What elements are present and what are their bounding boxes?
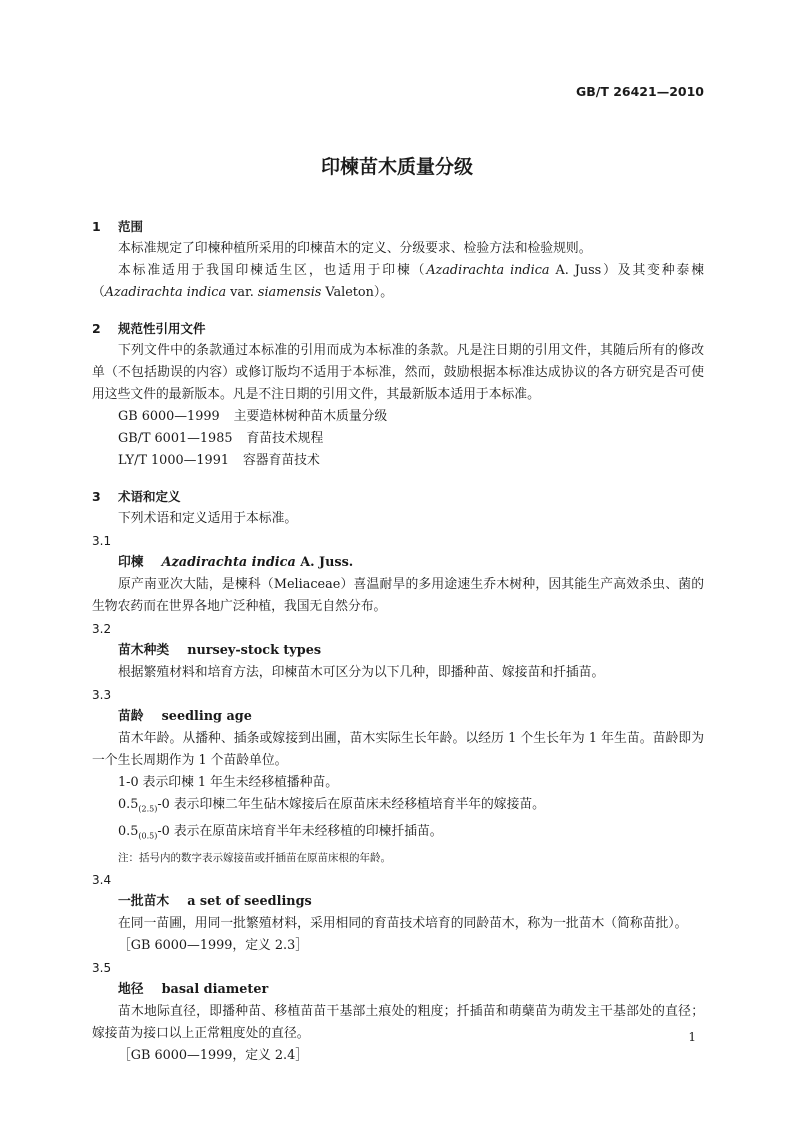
term-entry bbox=[92, 891, 704, 913]
source-reference: ［GB 6000—1999，定义 2.4］ bbox=[118, 1048, 309, 1064]
reference-title: 容器育苗技术 bbox=[242, 453, 320, 468]
standard-code: GB/T 26421—2010 bbox=[575, 84, 704, 99]
example-line bbox=[92, 794, 704, 821]
term-entry bbox=[92, 979, 704, 1001]
reference-code: GB/T 6001—1985 bbox=[118, 431, 233, 446]
term-zh: 地径 bbox=[118, 982, 144, 998]
section-heading-scope bbox=[92, 216, 704, 238]
term-en: nursey-stock types bbox=[187, 643, 322, 658]
subscript: (2.5) bbox=[138, 804, 158, 814]
clause-number: 3.2 bbox=[92, 622, 112, 636]
document-body bbox=[92, 216, 704, 1067]
term-definition: 根据繁殖材料和培育方法，印楝苗木可区分为以下几种，即播种苗、嫁接苗和扦插苗。 bbox=[118, 665, 605, 680]
section-title: 规范性引用文件 bbox=[118, 321, 206, 336]
term-entry bbox=[92, 552, 704, 574]
text-run: 本标准适用于我国印楝适生区，也适用于印楝（ bbox=[118, 263, 427, 278]
text-run: Valeton）。 bbox=[321, 285, 394, 300]
term-en: seedling age bbox=[161, 709, 252, 724]
term-zh: 印楝 bbox=[118, 555, 144, 570]
page-number: 1 bbox=[688, 1030, 696, 1044]
term-definition: 苗木地际直径，即播种苗、移植苗苗干基部土痕处的粗度；扦插苗和萌蘖苗为萌发主干基部处的直径；嫁接苗为接口以上正常粗度处的直径。 bbox=[92, 1004, 704, 1042]
section-title: 术语和定义 bbox=[118, 489, 181, 504]
section-heading-terms bbox=[92, 486, 704, 508]
text-run: var. bbox=[226, 285, 258, 300]
section-heading-normative-references bbox=[92, 318, 704, 340]
clause-number: 3.4 bbox=[92, 873, 112, 888]
section-number: 3 bbox=[92, 489, 101, 504]
reference-code: GB 6000—1999 bbox=[118, 409, 220, 424]
scope-paragraph-1: 本标准规定了印楝种植所采用的印楝苗木的定义、分级要求、检验方法和检验规则。 bbox=[118, 241, 592, 256]
text-run: 0.5 bbox=[118, 823, 139, 839]
term-en: basal diameter bbox=[161, 982, 269, 998]
species-name: Azadirachta indica bbox=[104, 285, 227, 300]
subscript: (0.5) bbox=[138, 831, 158, 841]
term-entry bbox=[92, 706, 704, 728]
term-en-italic: Azadirachta indica bbox=[161, 555, 296, 570]
term-zh: 一批苗木 bbox=[118, 894, 170, 910]
term-zh: 苗木种类 bbox=[118, 643, 170, 658]
reference-title: 育苗技术规程 bbox=[246, 431, 324, 446]
example-line bbox=[92, 821, 704, 848]
species-name: Azadirachta indica bbox=[426, 263, 550, 278]
section-number: 1 bbox=[92, 219, 101, 234]
terms-intro-paragraph: 下列术语和定义适用于本标准。 bbox=[118, 511, 298, 526]
clause-number: 3.5 bbox=[92, 961, 112, 976]
term-entry bbox=[92, 640, 704, 662]
text-run: 0.5 bbox=[118, 797, 139, 812]
reference-item bbox=[92, 406, 704, 428]
text-run: -0 表示在原苗床培育半年未经移植的印楝扦插苗。 bbox=[157, 823, 443, 839]
text-run: -0 表示印楝二年生砧木嫁接后在原苗床未经移植培育半年的嫁接苗。 bbox=[157, 797, 545, 812]
scope-paragraph-2 bbox=[92, 260, 704, 304]
term-definition: 在同一苗圃，用同一批繁殖材料，采用相同的育苗技术培育的同龄苗木，称为一批苗木（简称苗批）。 bbox=[118, 916, 688, 932]
term-definition: 原产南亚次大陆，是楝科（Meliaceae）喜温耐旱的多用途速生乔木树种，因其能生产高效杀虫、菌的生物农药而在世界各地广泛种植，我国无自然分布。 bbox=[92, 577, 704, 614]
references-intro-paragraph: 下列文件中的条款通过本标准的引用而成为本标准的条款。凡是注日期的引用文件，其随后所有的修改单（不包括勘误的内容）或修订版均不适用于本标准，然而，鼓励根据本标准达成协议的各方研究是否可使用这些文件的最新版本。凡是不注日期的引用文件，其最新版本适用于本标准。 bbox=[92, 343, 704, 402]
reference-title: 主要造林树种苗木质量分级 bbox=[233, 409, 388, 424]
term-zh: 苗龄 bbox=[118, 709, 144, 724]
text-run: A. Juss）及其变种泰楝（ bbox=[92, 263, 705, 300]
reference-item bbox=[92, 450, 704, 472]
note: 注：括号内的数字表示嫁接苗或扦插苗在原苗床根的年龄。 bbox=[118, 852, 391, 865]
term-definition: 苗木年龄。从播种、插条或嫁接到出圃，苗木实际生长年龄。以经历 1 个生长年为 1 年生苗。苗龄即为一个生长周期作为 1 个苗龄单位。 bbox=[92, 731, 704, 768]
variety-name: siamensis bbox=[257, 285, 322, 300]
reference-code: LY/T 1000—1991 bbox=[118, 453, 229, 468]
clause-number: 3.3 bbox=[92, 688, 112, 702]
clause-number: 3.1 bbox=[92, 534, 112, 548]
section-number: 2 bbox=[92, 321, 101, 336]
source-reference: ［GB 6000—1999，定义 2.3］ bbox=[118, 938, 309, 954]
term-en: a set of seedlings bbox=[187, 894, 312, 910]
term-en: A. Juss. bbox=[295, 555, 354, 570]
example-line: 1-0 表示印楝 1 年生未经移植播种苗。 bbox=[118, 775, 339, 790]
reference-item bbox=[92, 428, 704, 450]
document-title: 印楝苗木质量分级 bbox=[320, 156, 473, 178]
section-title: 范围 bbox=[118, 219, 144, 234]
